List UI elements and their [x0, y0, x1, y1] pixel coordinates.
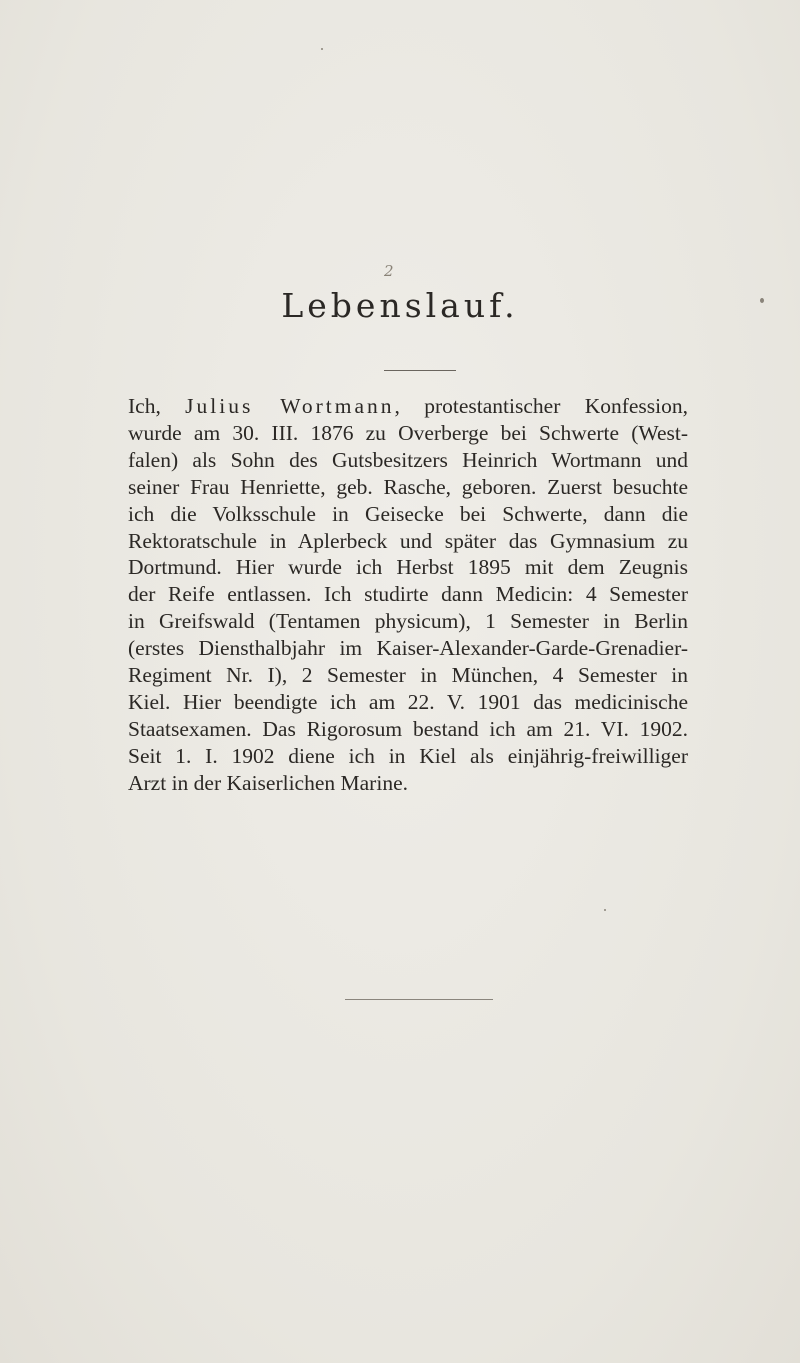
- text-line: Rektoratschule in Aplerbeck und später das Gymnasium zu: [128, 528, 688, 553]
- text-line: Kiel. Hier beendigte ich am 22. V. 1901 das medicinische: [128, 689, 688, 714]
- text-line: Arzt in der Kaiserlichen Marine.: [128, 770, 408, 795]
- page-number: 2: [384, 262, 396, 280]
- text-line: wurde am 30. III. 1876 zu Overberge bei Schwerte (West-: [128, 420, 688, 445]
- closing-divider: [345, 999, 493, 1000]
- paper-speck: [760, 298, 764, 303]
- document-title: Lebenslauf.: [281, 286, 519, 325]
- text-line: Staatsexamen. Das Rigorosum bestand ich am 21. VI. 1902.: [128, 716, 688, 741]
- text-line: in Greifswald (Tentamen physicum), 1 Semester in Berlin: [128, 609, 688, 634]
- text-line: (erstes Diensthalbjahr im Kaiser-Alexander-Garde-Grenadier-: [128, 636, 688, 661]
- text-line: der Reife entlassen. Ich studirte dann Medicin: 4 Semester: [128, 582, 688, 607]
- text-line: seiner Frau Henriette, geb. Rasche, geboren. Zuerst besuchte: [128, 474, 688, 499]
- author-name: Julius Wortmann: [185, 394, 395, 418]
- text-line: ich die Volksschule in Geisecke bei Schwerte, dann die: [128, 501, 688, 526]
- text-line: Ich, Julius Wortmann, protestantischer Konfession,: [128, 394, 689, 418]
- text-line: Seit 1. I. 1902 diene ich in Kiel als einjährig-freiwilliger: [128, 743, 688, 768]
- paper-speck: [321, 48, 323, 50]
- biography-text: [128, 393, 688, 797]
- paper-speck: [604, 909, 606, 911]
- text-line: Dortmund. Hier wurde ich Herbst 1895 mit dem Zeugnis: [128, 555, 688, 580]
- text-line: falen) als Sohn des Gutsbesitzers Heinrich Wortmann und: [128, 447, 688, 472]
- text-line: Regiment Nr. I), 2 Semester in München, 4 Semester in: [128, 663, 688, 688]
- title-divider: [384, 370, 456, 371]
